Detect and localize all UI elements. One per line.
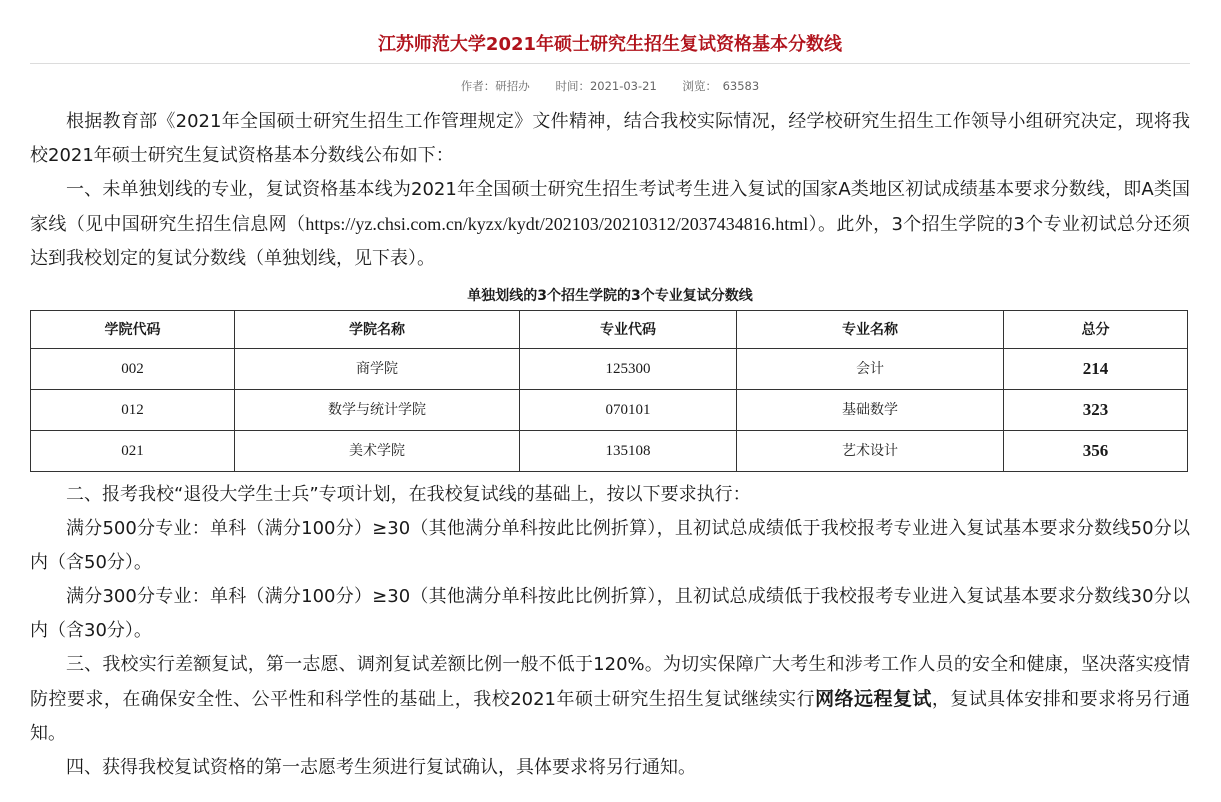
header-college-code: 学院代码 <box>31 311 235 349</box>
paragraph-2: 二、报考我校“退役大学生士兵”专项计划，在我校复试线的基础上，按以下要求执行： <box>66 484 751 505</box>
title-divider <box>30 63 1190 64</box>
chsi-link-text: https://yz.chsi.com.cn/kyzx/kydt/202103/20210312/2037434816.html <box>305 214 809 234</box>
cell-total-score: 356 <box>1004 431 1188 472</box>
cell-college-code: 012 <box>31 390 235 431</box>
meta-views: 浏览： 63583 <box>682 79 760 93</box>
cell-college-code: 002 <box>31 349 235 390</box>
cell-college-code: 021 <box>31 431 235 472</box>
cell-college-name: 商学院 <box>235 349 520 390</box>
paragraph-intro: 根据教育部《2021年全国硕士研究生招生工作管理规定》文件精神，结合我校实际情况，经学校研究生招生工作领导小组研究决定，现将我校2021年硕士研究生复试资格基本分数线公布如下： <box>30 111 1190 166</box>
cell-total-score: 214 <box>1004 349 1188 390</box>
paragraph-6: 四、获得我校复试资格的第一志愿考生须进行复试确认，具体要求将另行通知。 <box>66 757 696 778</box>
article-title: 江苏师范大学2021年硕士研究生招生复试资格基本分数线 <box>377 34 843 55</box>
article <box>30 0 1190 785</box>
meta-author: 作者：研招办 <box>460 79 530 93</box>
header-total-score: 总分 <box>1004 311 1188 349</box>
cell-major-code: 070101 <box>520 390 737 431</box>
paragraph-1-text: 一、未单独划线的专业，复试资格基本线为2021年全国硕士研究生招生考试考生进入复试的国家A类地区初试成绩基本要求分数线，即A类国家线（见中国研究生招生信息网（ <box>30 179 1190 235</box>
meta-time: 时间：2021-03-21 <box>555 79 657 93</box>
paragraph-5 <box>30 648 1190 751</box>
cell-major-code: 125300 <box>520 349 737 390</box>
cell-college-name: 美术学院 <box>235 431 520 472</box>
header-college-name: 学院名称 <box>235 311 520 349</box>
paragraph-3: 满分500分专业：单科（满分100分）≥30（其他满分单科按此比例折算），且初试总成绩低于我校报考专业进入复试基本要求分数线50分以内（含50分）。 <box>30 518 1190 573</box>
header-major-code: 专业代码 <box>520 311 737 349</box>
paragraph-4: 满分300分专业：单科（满分100分）≥30（其他满分单科按此比例折算），且初试总成绩低于我校报考专业进入复试基本要求分数线30分以内（含30分）。 <box>30 586 1190 641</box>
table-header-row <box>31 311 1188 349</box>
table-caption: 单独划线的3个招生学院的3个专业复试分数线 <box>467 288 753 304</box>
cell-college-name: 数学与统计学院 <box>235 390 520 431</box>
table-row <box>31 431 1188 472</box>
cell-major-name: 会计 <box>737 349 1004 390</box>
cell-major-code: 135108 <box>520 431 737 472</box>
paragraph-5-text: 三、我校实行差额复试，第一志愿、调剂复试差额比例一般不低于120%。为切实保障广大考生和涉考工作人员的安全和健康，坚决落实疫情防控要求，在确保安全性、公平性和科学性的基础上，我校2021年硕士研究生招生复试继续实行 <box>30 654 1190 710</box>
table-row <box>31 390 1188 431</box>
cell-major-name: 基础数学 <box>737 390 1004 431</box>
paragraph-5-emphasis: 网络远程复试 <box>815 688 932 710</box>
post-table-section <box>30 478 1190 785</box>
article-meta <box>30 77 1190 95</box>
article-body <box>30 105 1190 785</box>
paragraph-5-text-end: ，复试具体安排和要求将另行通知。 <box>30 689 1190 744</box>
paragraph-1 <box>30 173 1190 276</box>
table-row <box>31 349 1188 390</box>
paragraph-1-text-end: ）。此外，3个招生学院的3个专业初试总分还须达到我校划定的复试分数线（单独划线，见下表）。 <box>30 214 1191 269</box>
cell-total-score: 323 <box>1004 390 1188 431</box>
cell-major-name: 艺术设计 <box>737 431 1004 472</box>
score-table <box>30 310 1188 472</box>
header-major-name: 专业名称 <box>737 311 1004 349</box>
